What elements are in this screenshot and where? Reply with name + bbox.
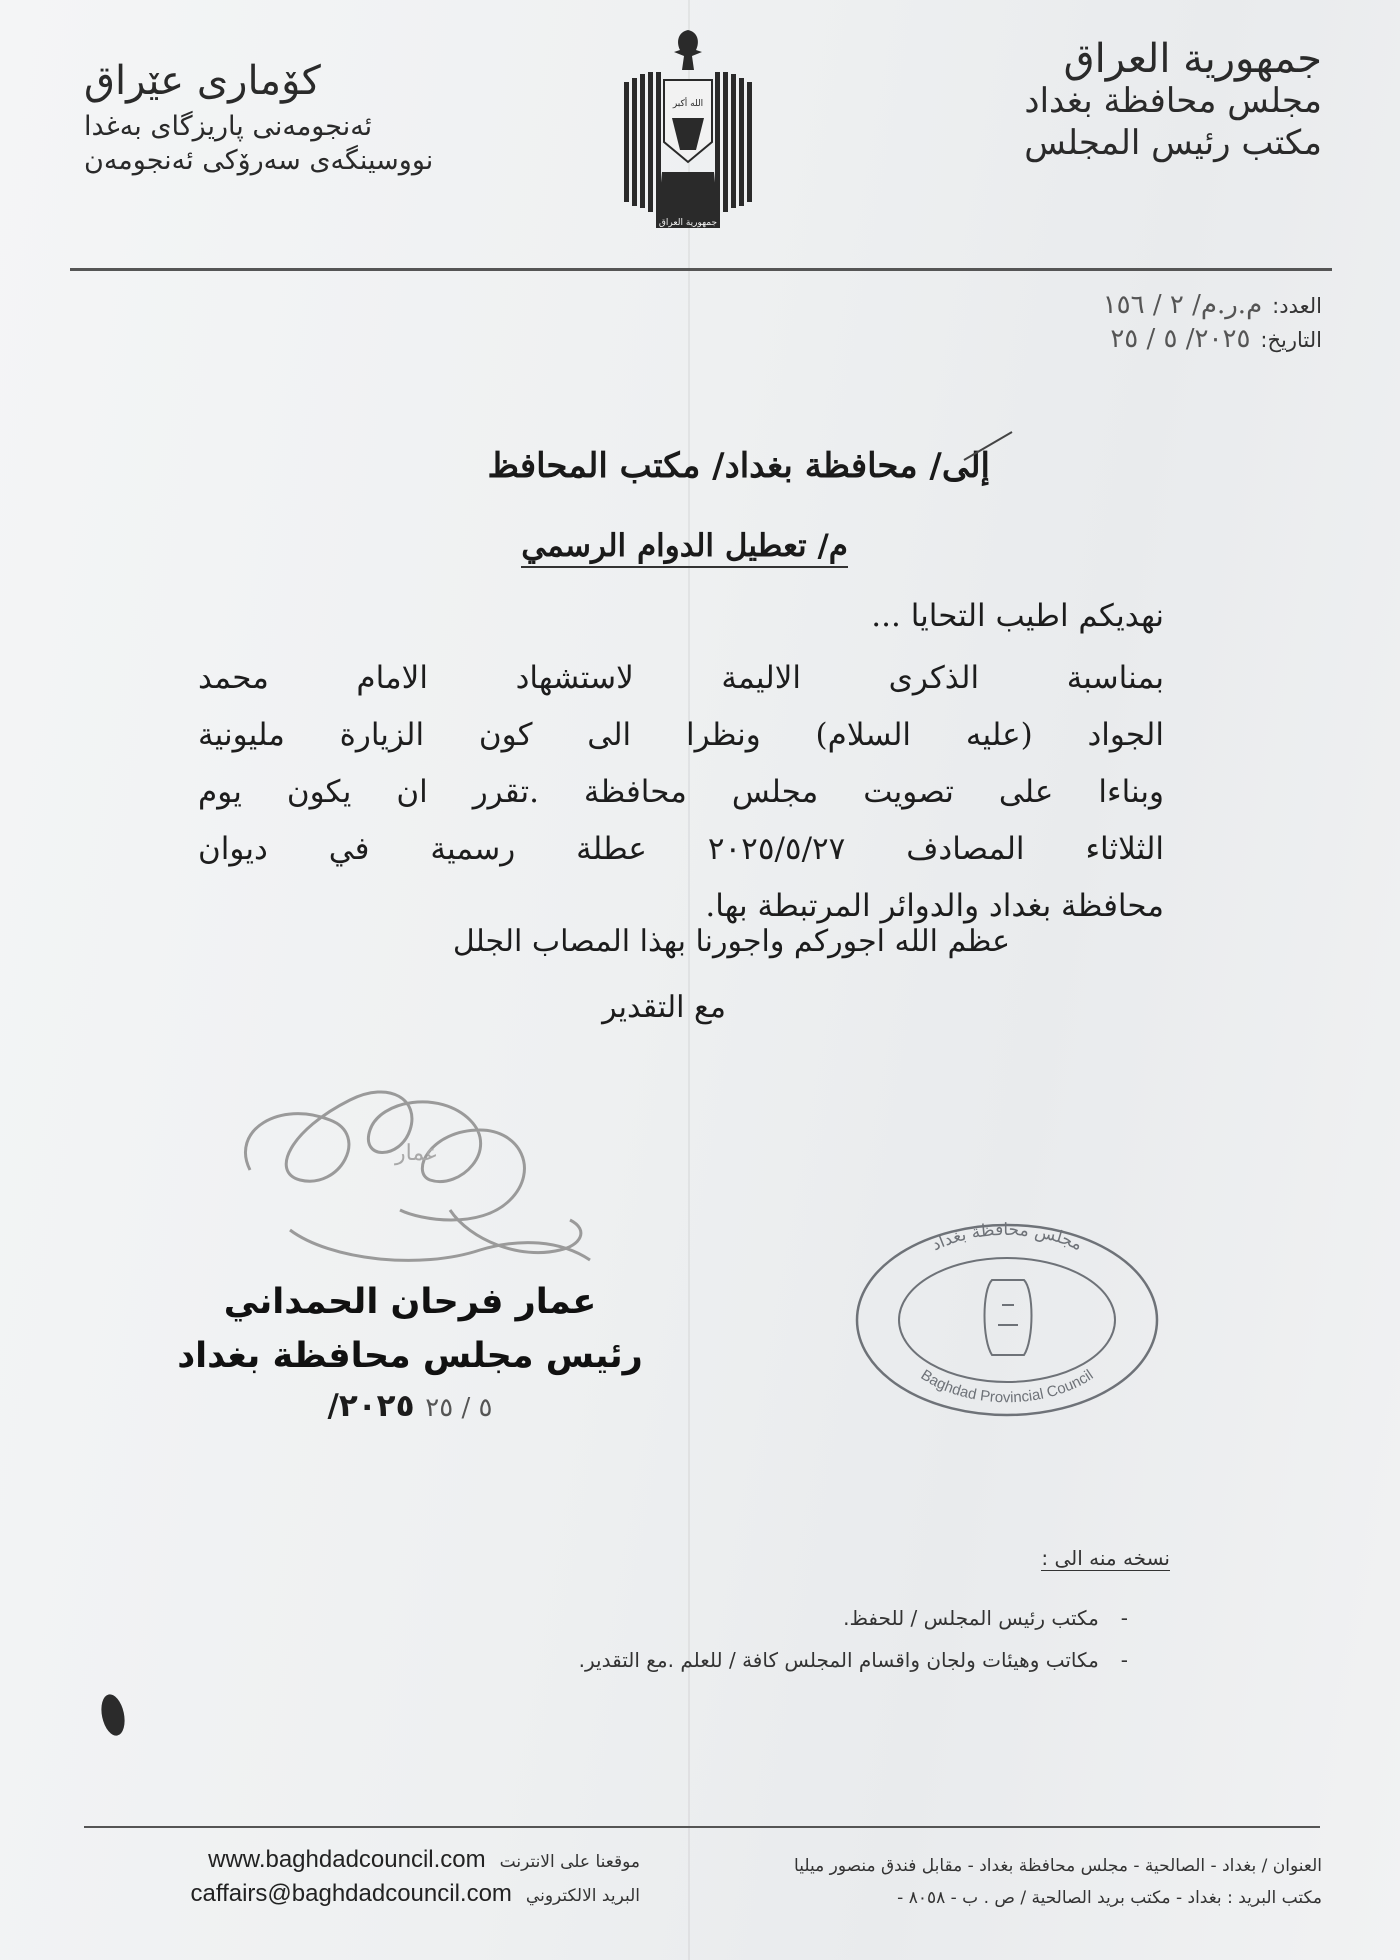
signature-scribble-icon bbox=[220, 1060, 610, 1290]
copy-item-text: مكاتب وهيئات ولجان واقسام المجلس كافة / للعلم .مع التقدير. bbox=[578, 1648, 1099, 1672]
header-kurdish-line-3: نووسینگەی سەرۆکی ئەنجومەن bbox=[84, 145, 434, 176]
header-arabic-line-2: مجلس محافظة بغداد bbox=[1024, 81, 1322, 121]
stamp-arabic-text: مجلس محافظة بغداد bbox=[928, 1219, 1086, 1256]
copy-item bbox=[428, 1648, 1128, 1672]
emblem-motto: الله أكبر bbox=[672, 99, 704, 109]
body-line-1: بمناسبة الذكرى الاليمة لاستشهاد الامام محمد bbox=[198, 660, 1164, 696]
subject-text: م/ تعطيل الدوام الرسمي bbox=[521, 528, 848, 568]
header-arabic-line-3: مكتب رئيس المجلس bbox=[1024, 123, 1322, 163]
svg-text:Baghdad Provincial Council bbox=[918, 1366, 1097, 1406]
condolence-line: عظم الله اجوركم واجورنا بهذا المصاب الجلل bbox=[452, 924, 1010, 959]
copies-label-text: نسخه منه الى : bbox=[1041, 1546, 1170, 1570]
header-divider bbox=[70, 268, 1332, 271]
subject-line bbox=[428, 528, 848, 564]
letter-body bbox=[198, 660, 1164, 945]
stamp-english-text: Baghdad Provincial Council bbox=[917, 1366, 1097, 1407]
signature-text: عمار bbox=[395, 1141, 439, 1166]
greeting: نهديكم اطيب التحايا ... bbox=[871, 598, 1164, 634]
closing-line: مع التقدير bbox=[602, 990, 726, 1025]
number-value: م.ر.م/ ٢ / ١٥٦ bbox=[1102, 290, 1263, 320]
website-label: موقعنا على الانترنت bbox=[499, 1852, 640, 1872]
footer-contacts bbox=[80, 1846, 640, 1914]
header-kurdish-line-2: ئەنجومەنی پاریزگای بەغدا bbox=[84, 111, 373, 142]
footer-address-line: العنوان / بغداد - الصالحية - مجلس محافظة بغداد - مقابل فندق منصور ميليا bbox=[794, 1856, 1322, 1876]
eagle-emblem-icon bbox=[618, 22, 758, 232]
date-label: التاريخ: bbox=[1260, 328, 1322, 352]
signatory-date-year: ٢٠٢٥/ bbox=[327, 1388, 415, 1424]
body-line-2: الجواد (عليه السلام) ونظرا الى كون الزيارة مليونية bbox=[198, 717, 1164, 753]
signatory-date bbox=[150, 1388, 670, 1424]
signature bbox=[220, 1060, 610, 1290]
copy-bullet: - bbox=[1120, 1606, 1128, 1630]
signatory-title: رئيس مجلس محافظة بغداد bbox=[177, 1336, 643, 1376]
copies-list bbox=[428, 1606, 1128, 1672]
emblem-caption: جمهورية العراق bbox=[658, 218, 718, 228]
email-label: البريد الالكتروني bbox=[525, 1886, 640, 1906]
footer-address bbox=[702, 1856, 1322, 1908]
header-arabic-line-1: جمهورية العراق bbox=[1063, 36, 1322, 82]
copies-label bbox=[870, 1546, 1170, 1570]
ink-blot bbox=[98, 1692, 128, 1738]
email-link[interactable]: caffairs@baghdadcouncil.com bbox=[190, 1880, 512, 1907]
copy-item bbox=[428, 1606, 1128, 1630]
body-line-5: محافظة بغداد والدوائر المرتبطة بها. bbox=[705, 888, 1164, 924]
footer-postal-line: مكتب البريد : بغداد - مكتب بريد الصالحية / ص . ب - ٨٠٥٨ - bbox=[897, 1888, 1322, 1908]
copy-item-text: مكتب رئيس المجلس / للحفظ. bbox=[843, 1606, 1099, 1630]
tick-mark-icon bbox=[960, 426, 1020, 466]
number-label: العدد: bbox=[1272, 294, 1322, 318]
website-link[interactable]: www.baghdadcouncil.com bbox=[208, 1846, 486, 1873]
reference-block bbox=[962, 290, 1322, 354]
header-arabic bbox=[942, 38, 1322, 164]
body-line-3: وبناءا على تصويت مجلس محافظة .تقرر ان يكون يوم bbox=[198, 774, 1164, 810]
date-value: ٢٠٢٥/ ٥ / ٢٥ bbox=[1110, 324, 1251, 354]
footer-divider bbox=[84, 1826, 1320, 1828]
iraq-emblem bbox=[618, 22, 758, 232]
stamp-seal-icon bbox=[842, 1210, 1172, 1420]
svg-text:مجلس محافظة بغداد bbox=[929, 1220, 1086, 1255]
signatory-block bbox=[150, 1282, 670, 1424]
body-line-4: الثلاثاء المصادف ٢٠٢٥/٥/٢٧ عطلة رسمية في ديوان bbox=[198, 831, 1164, 867]
header-kurdish-line-1: كۆماری عێراق bbox=[84, 58, 321, 104]
addressee: إلى/ محافظة بغداد/ مكتب المحافظ bbox=[487, 446, 990, 486]
official-stamp bbox=[842, 1210, 1172, 1420]
signatory-name: عمار فرحان الحمداني bbox=[223, 1282, 597, 1322]
signatory-date-handwritten: ٥ / ٢٥ bbox=[425, 1393, 493, 1423]
copy-bullet: - bbox=[1120, 1648, 1128, 1672]
header-kurdish bbox=[84, 52, 464, 178]
